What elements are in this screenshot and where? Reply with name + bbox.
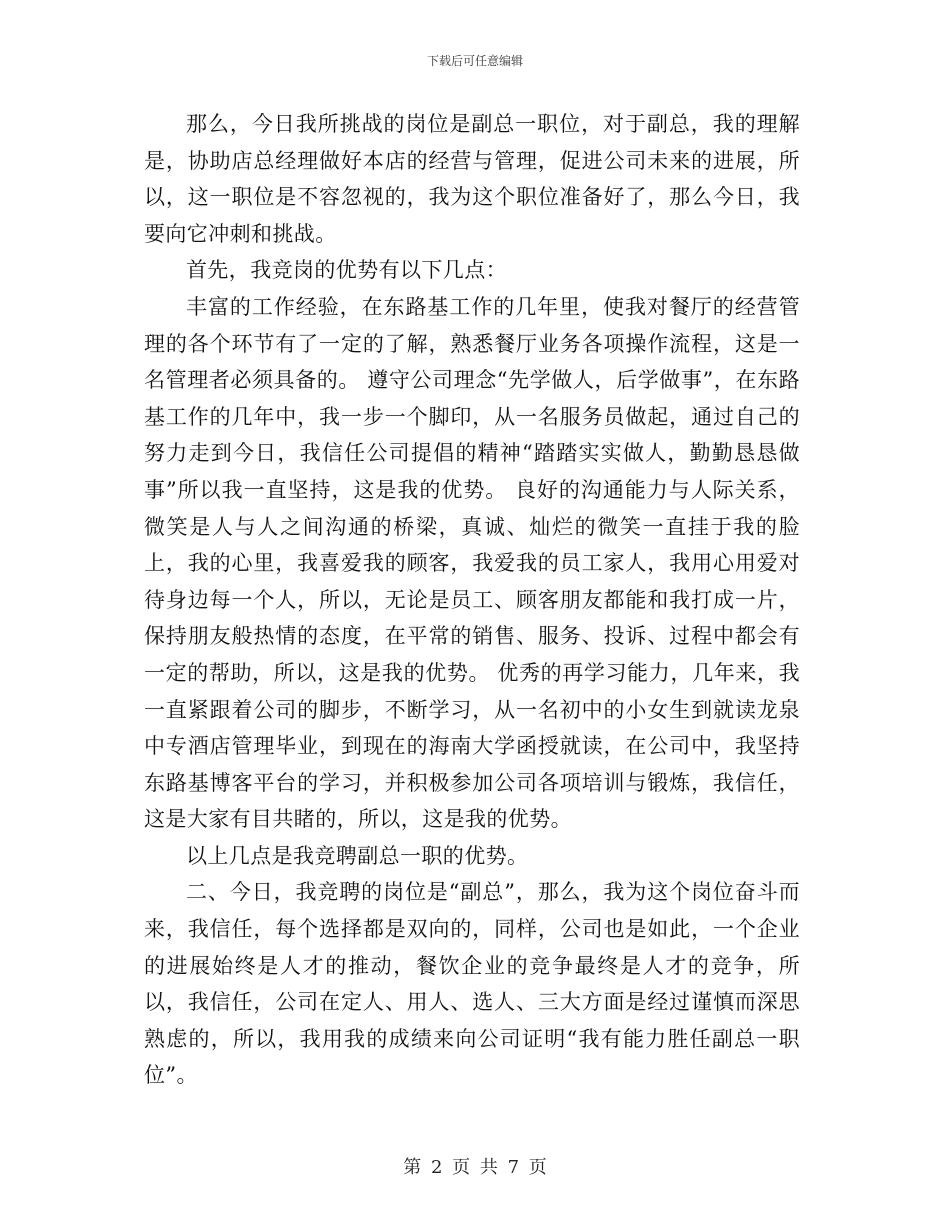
document-body xyxy=(144,106,800,1094)
page-number: 第 2 页 共 7 页 xyxy=(403,1157,547,1178)
paragraph-advantages-heading: 首先，我竞岗的优势有以下几点： xyxy=(186,258,507,283)
paragraph-section-two: 二、今日，我竞聘的岗位是“副总”，那么，我为这个岗位奋斗而来，我信任，每个选择都是双向的，同样，公司也是如此，一个企业的进展始终是人才的推动，餐饮企业的竞争最终是人才的竞争，所以，我信任，公司在定人、用人、选人、三大方面是经过谨慎而深思熟虑的，所以，我用我的成绩来向公司证明“我有能力胜任副总一职位”。 xyxy=(144,880,800,1088)
page-header-note: 下载后可任意编辑 xyxy=(426,54,523,68)
paragraph-advantages-summary: 以上几点是我竞聘副总一职的优势。 xyxy=(186,843,529,868)
paragraph-advantages-detail: 丰富的工作经验，在东路基工作的几年里，使我对餐厅的经营管理的各个环节有了一定的了解，熟悉餐厅业务各项操作流程，这是一名管理者必须具备的。 遵守公司理念“先学做人，后学做事”，在东路基工作的几年中，我一步一个脚印，从一名服务员做起，通过自己的努力走到今日，我信任公司提倡的精神“踏踏实实做人，勤勤恳恳做事”所以我一直坚持，这是我的优势。 良好的沟通能力与人际关系，微笑是人与人之间沟通的桥梁，真诚、灿烂的微笑一直挂于我的脸上，我的心里，我喜爱我的顾客，我爱我的员工家人，我用心用爱对待身边每一个人，所以，无论是员工、顾客朋友都能和我打成一片，保持朋友般热情的态度，在平常的销售、服务、投诉、过程中都会有一定的帮助，所以，这是我的优势。 优秀的再学习能力，几年来，我一直紧跟着公司的脚步，不断学习，从一名初中的小女生到就读龙泉中专酒店管理毕业，到现在的海南大学函授就读，在公司中，我坚持东路基博客平台的学习，并积极参加公司各项培训与锻炼，我信任，这是大家有目共睹的，所以，这是我的优势。 xyxy=(144,294,800,832)
paragraph-intro: 那么，今日我所挑战的岗位是副总一职位，对于副总，我的理解是，协助店总经理做好本店的经营与管理，促进公司未来的进展，所以，这一职位是不容忽视的，我为这个职位准备好了，那么今日，我要向它冲刺和挑战。 xyxy=(144,112,800,246)
